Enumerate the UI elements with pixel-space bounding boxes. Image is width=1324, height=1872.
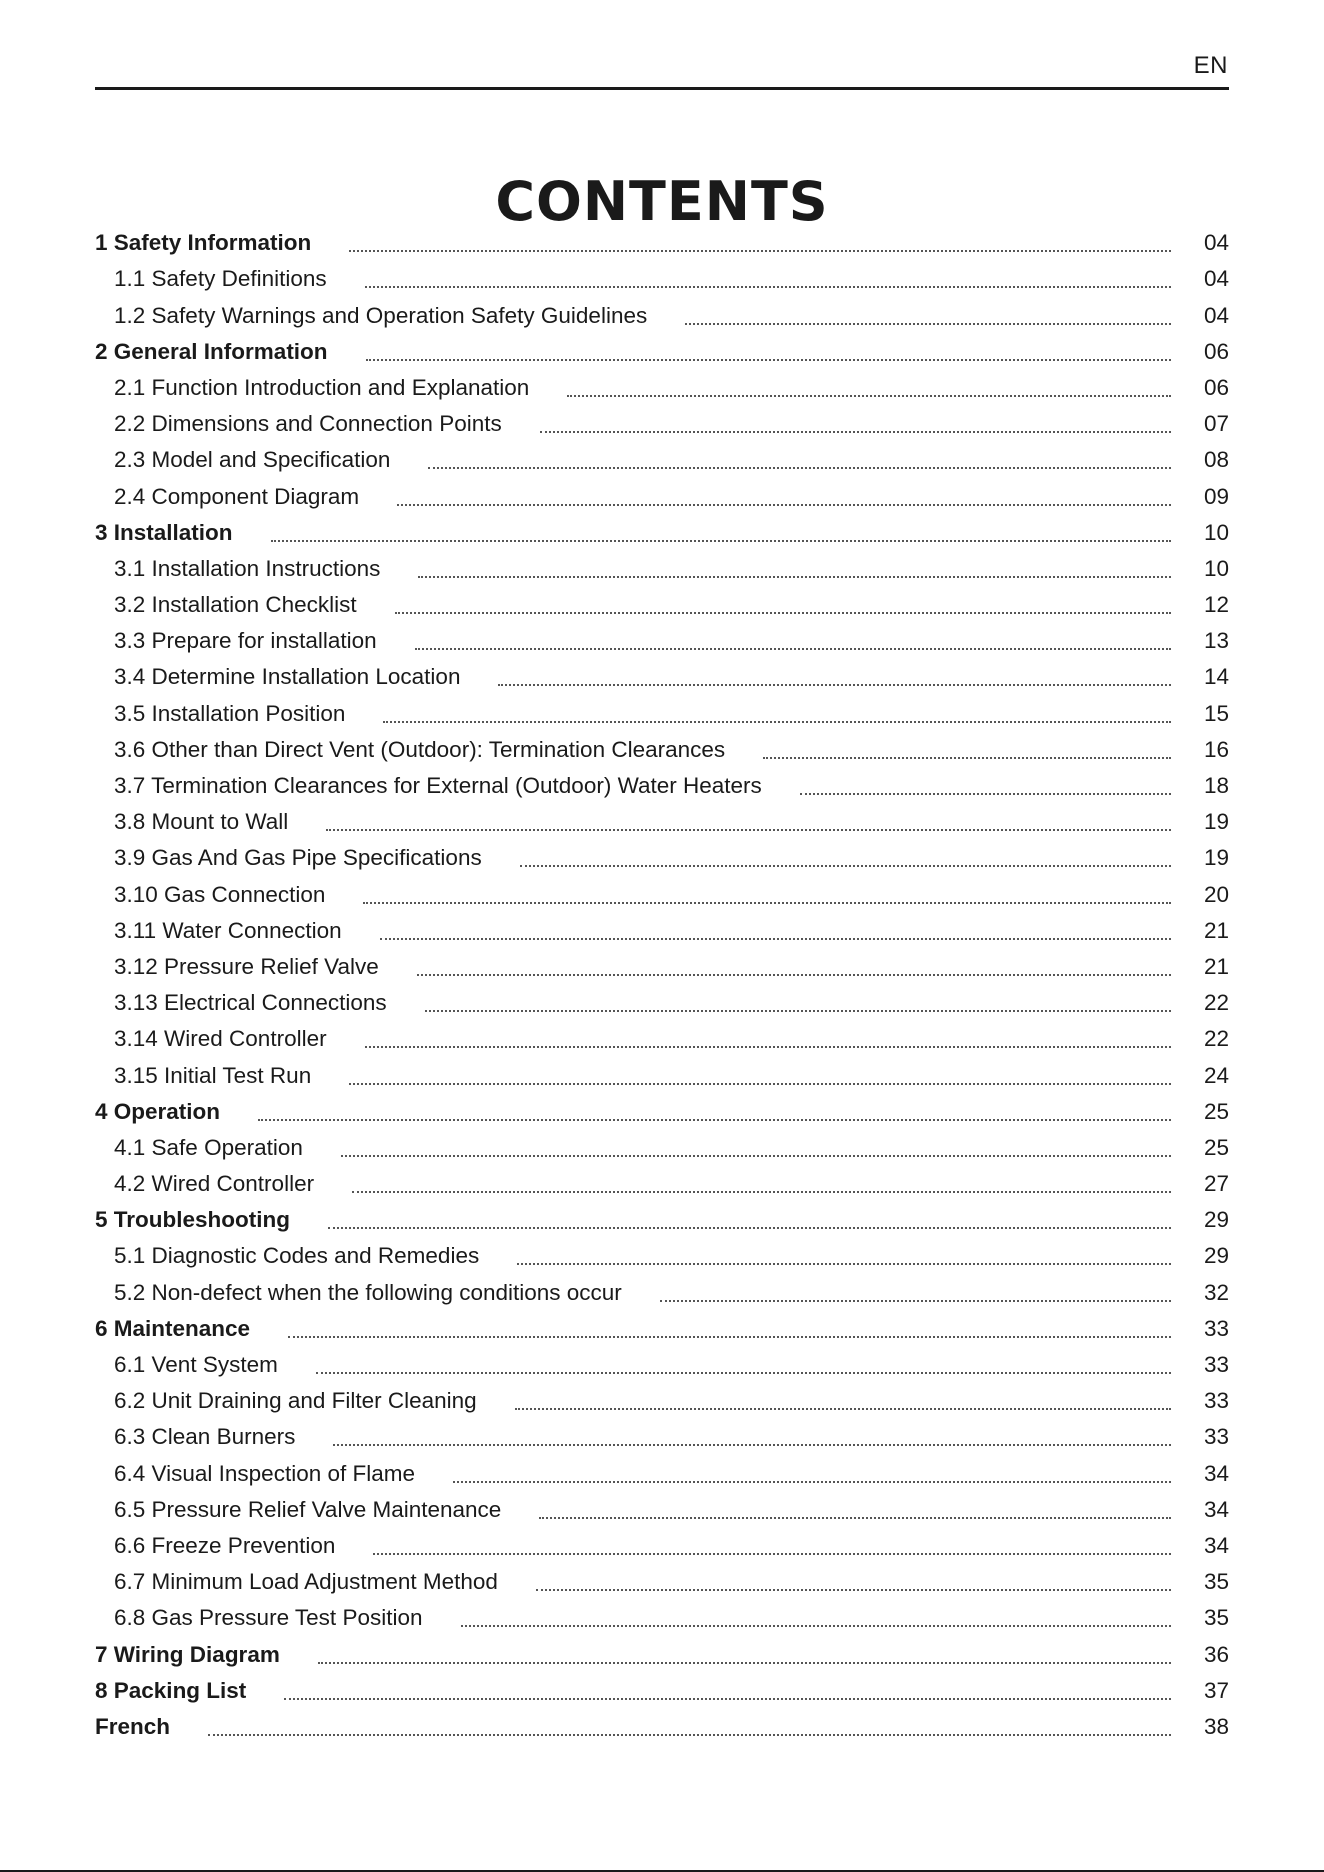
toc-entry-label: 5.1 Diagnostic Codes and Remedies <box>114 1243 480 1269</box>
toc-page-number: 35 <box>1203 1569 1229 1595</box>
toc-subsection-entry[interactable] <box>95 768 1229 804</box>
language-indicator: EN <box>1193 52 1228 79</box>
toc-section-entry[interactable] <box>95 1636 1229 1672</box>
toc-entry-label: 3.8 Mount to Wall <box>114 809 289 835</box>
dot-leader <box>417 974 1171 976</box>
toc-page-number: 19 <box>1203 845 1229 871</box>
toc-subsection-entry[interactable] <box>95 1274 1229 1310</box>
dot-leader <box>517 1263 1171 1265</box>
toc-page-number: 24 <box>1203 1062 1229 1088</box>
toc-page-number: 32 <box>1203 1279 1229 1305</box>
toc-page-number: 20 <box>1203 881 1229 907</box>
dot-leader <box>397 504 1171 506</box>
toc-entry-label: 6.3 Clean Burners <box>114 1424 296 1450</box>
toc-entry-label: 6.4 Visual Inspection of Flame <box>114 1460 416 1486</box>
toc-page-number: 25 <box>1203 1098 1229 1124</box>
toc-subsection-entry[interactable] <box>95 442 1229 478</box>
toc-page-number: 34 <box>1203 1532 1229 1558</box>
toc-subsection-entry[interactable] <box>95 1021 1229 1057</box>
toc-page-number: 06 <box>1203 338 1229 364</box>
toc-page-number: 04 <box>1203 266 1229 292</box>
toc-page-number: 35 <box>1203 1605 1229 1631</box>
toc-subsection-entry[interactable] <box>95 1057 1229 1093</box>
toc-page-number: 04 <box>1203 230 1229 256</box>
toc-page-number: 10 <box>1203 555 1229 581</box>
dot-leader <box>415 648 1171 650</box>
toc-section-entry[interactable] <box>95 1202 1229 1238</box>
toc-section-entry[interactable] <box>95 1673 1229 1709</box>
toc-page-number: 06 <box>1203 374 1229 400</box>
dot-leader <box>288 1336 1171 1338</box>
toc-entry-label: 6.1 Vent System <box>114 1352 278 1377</box>
toc-page-number: 19 <box>1203 809 1229 835</box>
toc-subsection-entry[interactable] <box>95 406 1229 442</box>
toc-entry-label: 5 Troubleshooting <box>95 1207 290 1233</box>
toc-page-number: 12 <box>1203 592 1229 618</box>
toc-entry-label: 2.3 Model and Specification <box>114 447 391 473</box>
toc-section-entry[interactable] <box>95 1709 1229 1745</box>
toc-subsection-entry[interactable] <box>95 985 1229 1021</box>
toc-entry-label: French <box>95 1713 171 1739</box>
toc-entry-label: 6.5 Pressure Relief Valve Maintenance <box>114 1496 502 1522</box>
toc-page-number: 04 <box>1203 302 1229 328</box>
header-divider <box>95 87 1229 90</box>
dot-leader <box>395 612 1171 614</box>
toc-subsection-entry[interactable] <box>95 732 1229 768</box>
toc-entry-label: 2 General Information <box>95 338 328 364</box>
toc-page-number: 14 <box>1203 664 1229 690</box>
dot-leader <box>660 1300 1171 1302</box>
toc-page-number: 33 <box>1203 1388 1229 1414</box>
toc-subsection-entry[interactable] <box>95 1492 1229 1528</box>
toc-entry-label: 3.13 Electrical Connections <box>114 990 387 1016</box>
toc-subsection-entry[interactable] <box>95 1238 1229 1274</box>
dot-leader <box>428 467 1171 469</box>
dot-leader <box>763 757 1171 759</box>
toc-entry-label: 4.1 Safe Operation <box>114 1134 303 1160</box>
dot-leader <box>453 1481 1171 1483</box>
toc-subsection-entry[interactable] <box>95 1347 1229 1383</box>
dot-leader <box>352 1191 1171 1193</box>
dot-leader <box>373 1553 1171 1555</box>
toc-entry-label: 3.12 Pressure Relief Valve <box>114 953 379 979</box>
toc-entry-label: 3.1 Installation Instructions <box>114 555 381 581</box>
toc-page-number: 15 <box>1203 700 1229 726</box>
toc-entry-label: 2.2 Dimensions and Connection Points <box>114 411 502 437</box>
toc-page-number: 16 <box>1203 736 1229 762</box>
toc-page-number: 29 <box>1203 1243 1229 1269</box>
toc-page-number: 34 <box>1203 1496 1229 1522</box>
toc-entry-label: 3.9 Gas And Gas Pipe Specifications <box>114 845 482 871</box>
toc-entry-label: 6.7 Minimum Load Adjustment Method <box>114 1569 498 1595</box>
toc-entry-label: 4 Operation <box>95 1098 221 1124</box>
toc-page-number: 22 <box>1203 990 1229 1016</box>
toc-subsection-entry[interactable] <box>95 659 1229 695</box>
toc-entry-label: 3.14 Wired Controller <box>114 1026 327 1052</box>
toc-page-number: 25 <box>1203 1134 1229 1160</box>
toc-entry-label: 1.1 Safety Definitions <box>114 266 327 292</box>
toc-entry-label: 1.2 Safety Warnings and Operation Safety Guidelines <box>114 302 648 328</box>
toc-subsection-entry[interactable] <box>95 913 1229 949</box>
toc-page-number: 22 <box>1203 1026 1229 1052</box>
toc-entry-label: 6.2 Unit Draining and Filter Cleaning <box>114 1388 477 1414</box>
toc-page-number: 34 <box>1203 1460 1229 1486</box>
dot-leader <box>461 1625 1172 1627</box>
toc-entry-label: 3.3 Prepare for installation <box>114 628 377 654</box>
toc-page-number: 09 <box>1203 483 1229 509</box>
toc-page-number: 29 <box>1203 1207 1229 1233</box>
toc-section-entry[interactable] <box>95 1094 1229 1130</box>
dot-leader <box>258 1119 1171 1121</box>
toc-section-entry[interactable] <box>95 334 1229 370</box>
toc-entry-label: 8 Packing List <box>95 1677 247 1703</box>
toc-entry-label: 5.2 Non-defect when the following conditions occur <box>114 1279 622 1305</box>
toc-entry-label: 3 Installation <box>95 519 233 545</box>
toc-entry-label: 3.5 Installation Position <box>114 700 346 726</box>
toc-entry-label: 3.2 Installation Checklist <box>114 592 357 618</box>
toc-subsection-entry[interactable] <box>95 370 1229 406</box>
toc-entry-label: 3.4 Determine Installation Location <box>114 664 461 690</box>
toc-entry-label: 6.8 Gas Pressure Test Position <box>114 1605 423 1631</box>
dot-leader <box>536 1589 1171 1591</box>
dot-leader <box>800 793 1171 795</box>
dot-leader <box>539 1517 1171 1519</box>
toc-subsection-entry[interactable] <box>95 840 1229 876</box>
toc-entry-label: 1 Safety Information <box>95 230 312 256</box>
dot-leader <box>349 1083 1171 1085</box>
dot-leader <box>208 1734 1171 1736</box>
toc-page-number: 36 <box>1203 1641 1229 1667</box>
toc-entry-label: 3.11 Water Connection <box>114 917 342 943</box>
dot-leader <box>567 395 1171 397</box>
toc-subsection-entry[interactable] <box>95 1419 1229 1455</box>
toc-subsection-entry[interactable] <box>95 1528 1229 1564</box>
dot-leader <box>365 1046 1171 1048</box>
toc-page-number: 33 <box>1203 1315 1229 1341</box>
toc-page-number: 33 <box>1203 1352 1229 1377</box>
dot-leader <box>515 1408 1171 1410</box>
toc-subsection-entry[interactable] <box>95 587 1229 623</box>
toc-page-number: 08 <box>1203 447 1229 473</box>
toc-subsection-entry[interactable] <box>95 551 1229 587</box>
toc-section-entry[interactable] <box>95 515 1229 551</box>
toc-subsection-entry[interactable] <box>95 1600 1229 1636</box>
toc-entry-label: 7 Wiring Diagram <box>95 1641 280 1667</box>
toc-subsection-entry[interactable] <box>95 876 1229 912</box>
toc-subsection-entry[interactable] <box>95 1564 1229 1600</box>
dot-leader <box>366 359 1171 361</box>
toc-page-number: 07 <box>1203 411 1229 437</box>
dot-leader <box>341 1155 1171 1157</box>
toc-subsection-entry[interactable] <box>95 1130 1229 1166</box>
toc-subsection-entry[interactable] <box>95 1455 1229 1491</box>
toc-entry-label: 2.1 Function Introduction and Explanation <box>114 374 530 400</box>
toc-page-number: 37 <box>1203 1677 1229 1703</box>
toc-entry-label: 3.7 Termination Clearances for External (Outdoor) Water Heaters <box>114 773 762 798</box>
toc-subsection-entry[interactable] <box>95 804 1229 840</box>
dot-leader <box>363 902 1171 904</box>
toc-page-number: 21 <box>1203 917 1229 943</box>
dot-leader <box>685 323 1171 325</box>
toc-page-number: 38 <box>1203 1713 1229 1739</box>
toc-page-number: 33 <box>1203 1424 1229 1450</box>
toc-subsection-entry[interactable] <box>95 261 1229 297</box>
dot-leader <box>349 250 1171 252</box>
toc-page-number: 10 <box>1203 519 1229 545</box>
toc-section-entry[interactable] <box>95 1311 1229 1347</box>
toc-page-number: 21 <box>1203 953 1229 979</box>
toc-entry-label: 2.4 Component Diagram <box>114 483 360 509</box>
dot-leader <box>328 1227 1171 1229</box>
dot-leader <box>333 1444 1171 1446</box>
toc-subsection-entry[interactable] <box>95 478 1229 514</box>
toc-subsection-entry[interactable] <box>95 297 1229 333</box>
dot-leader <box>318 1662 1171 1664</box>
toc-page-number: 13 <box>1203 628 1229 654</box>
toc-page-number: 18 <box>1203 773 1229 798</box>
toc-page-number: 27 <box>1203 1171 1229 1197</box>
dot-leader <box>418 576 1171 578</box>
toc-subsection-entry[interactable] <box>95 1383 1229 1419</box>
toc-entry-label: 4.2 Wired Controller <box>114 1171 315 1197</box>
dot-leader <box>383 721 1171 723</box>
toc-section-entry[interactable] <box>95 225 1229 261</box>
toc-entry-label: 3.15 Initial Test Run <box>114 1062 312 1088</box>
dot-leader <box>540 431 1171 433</box>
page-title: CONTENTS <box>495 170 829 234</box>
dot-leader <box>520 865 1171 867</box>
toc-subsection-entry[interactable] <box>95 695 1229 731</box>
dot-leader <box>380 938 1171 940</box>
dot-leader <box>498 684 1171 686</box>
toc-subsection-entry[interactable] <box>95 623 1229 659</box>
toc-entry-label: 6.6 Freeze Prevention <box>114 1532 336 1558</box>
dot-leader <box>316 1372 1171 1374</box>
toc-subsection-entry[interactable] <box>95 949 1229 985</box>
dot-leader <box>365 286 1171 288</box>
dot-leader <box>271 540 1171 542</box>
toc-entry-label: 3.10 Gas Connection <box>114 881 326 907</box>
table-of-contents <box>95 225 1229 1745</box>
dot-leader <box>425 1010 1171 1012</box>
toc-entry-label: 6 Maintenance <box>95 1315 251 1341</box>
toc-subsection-entry[interactable] <box>95 1166 1229 1202</box>
toc-entry-label: 3.6 Other than Direct Vent (Outdoor): Termination Clearances <box>114 736 726 762</box>
dot-leader <box>284 1698 1171 1700</box>
dot-leader <box>326 829 1171 831</box>
